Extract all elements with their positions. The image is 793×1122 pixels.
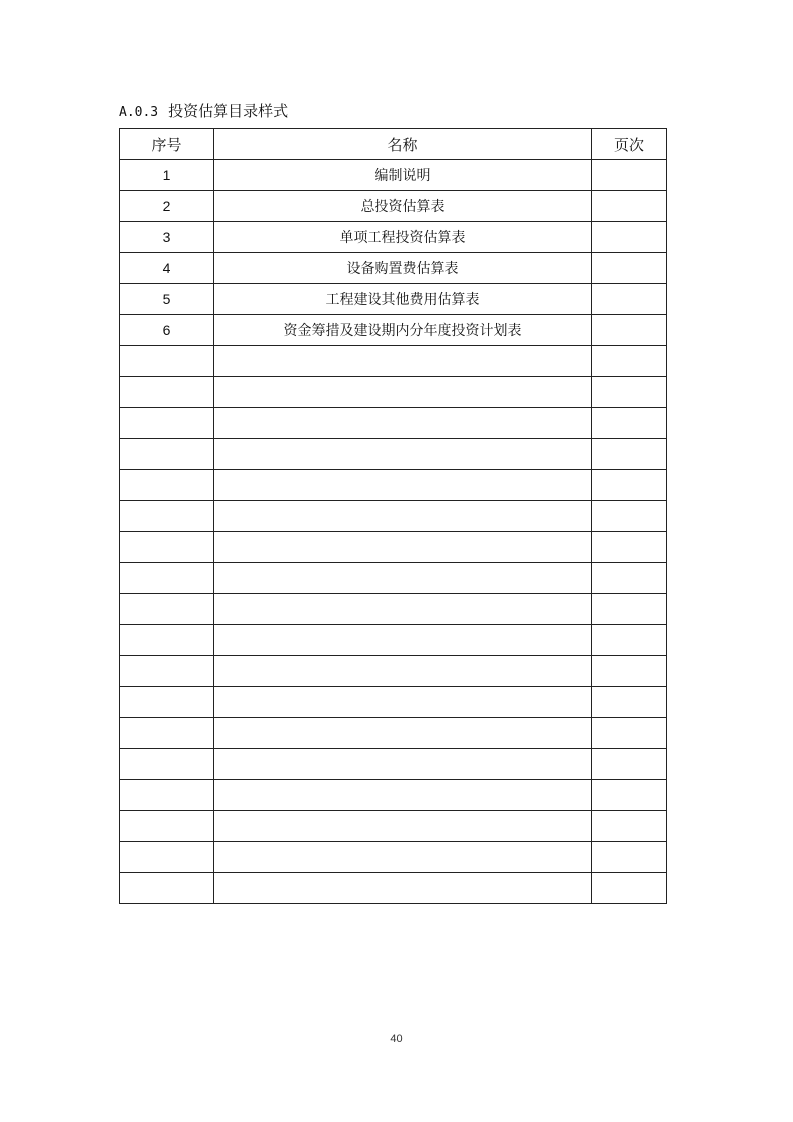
section-title-text: 投资估算目录样式 bbox=[168, 102, 289, 120]
cell-page bbox=[592, 749, 667, 780]
cell-page bbox=[592, 191, 667, 222]
cell-page bbox=[592, 501, 667, 532]
table-row bbox=[120, 842, 667, 873]
cell-seq bbox=[120, 594, 214, 625]
cell-seq bbox=[120, 532, 214, 563]
header-name: 名称 bbox=[214, 129, 592, 160]
cell-seq bbox=[120, 656, 214, 687]
cell-page bbox=[592, 656, 667, 687]
cell-seq: 5 bbox=[120, 284, 214, 315]
table-row bbox=[120, 811, 667, 842]
table-row bbox=[120, 439, 667, 470]
table-row bbox=[120, 501, 667, 532]
table-row bbox=[120, 625, 667, 656]
header-page: 页次 bbox=[592, 129, 667, 160]
cell-name bbox=[214, 470, 592, 501]
cell-seq bbox=[120, 408, 214, 439]
cell-page bbox=[592, 563, 667, 594]
cell-seq bbox=[120, 625, 214, 656]
table-row bbox=[120, 873, 667, 904]
cell-name bbox=[214, 749, 592, 780]
cell-page bbox=[592, 439, 667, 470]
cell-seq bbox=[120, 687, 214, 718]
table-row bbox=[120, 284, 667, 315]
cell-page bbox=[592, 253, 667, 284]
cell-name bbox=[214, 811, 592, 842]
cell-seq bbox=[120, 346, 214, 377]
cell-page bbox=[592, 625, 667, 656]
cell-seq bbox=[120, 563, 214, 594]
cell-page bbox=[592, 811, 667, 842]
cell-name bbox=[214, 408, 592, 439]
cell-name bbox=[214, 687, 592, 718]
cell-seq bbox=[120, 377, 214, 408]
cell-page bbox=[592, 532, 667, 563]
cell-page bbox=[592, 408, 667, 439]
cell-name: 总投资估算表 bbox=[214, 191, 592, 222]
cell-seq bbox=[120, 439, 214, 470]
cell-seq: 4 bbox=[120, 253, 214, 284]
table-row bbox=[120, 532, 667, 563]
cell-name: 编制说明 bbox=[214, 160, 592, 191]
table-row bbox=[120, 346, 667, 377]
cell-seq bbox=[120, 811, 214, 842]
cell-page bbox=[592, 160, 667, 191]
table-row bbox=[120, 377, 667, 408]
table-row bbox=[120, 408, 667, 439]
table-row bbox=[120, 749, 667, 780]
cell-page bbox=[592, 718, 667, 749]
cell-page bbox=[592, 284, 667, 315]
cell-seq bbox=[120, 873, 214, 904]
table-body bbox=[120, 160, 667, 904]
cell-name bbox=[214, 625, 592, 656]
cell-page bbox=[592, 687, 667, 718]
header-seq: 序号 bbox=[120, 129, 214, 160]
section-number: A.0.3 bbox=[119, 105, 159, 120]
cell-seq: 2 bbox=[120, 191, 214, 222]
table-row bbox=[120, 687, 667, 718]
cell-name bbox=[214, 842, 592, 873]
section-heading bbox=[119, 100, 288, 122]
cell-name bbox=[214, 780, 592, 811]
cell-name: 工程建设其他费用估算表 bbox=[214, 284, 592, 315]
cell-page bbox=[592, 594, 667, 625]
cell-seq bbox=[120, 470, 214, 501]
cell-name bbox=[214, 656, 592, 687]
cell-page bbox=[592, 470, 667, 501]
cell-name: 资金筹措及建设期内分年度投资计划表 bbox=[214, 315, 592, 346]
table-header-row bbox=[120, 129, 667, 160]
cell-seq: 6 bbox=[120, 315, 214, 346]
cell-name bbox=[214, 501, 592, 532]
cell-name bbox=[214, 594, 592, 625]
cell-name bbox=[214, 718, 592, 749]
cell-seq bbox=[120, 780, 214, 811]
cell-page bbox=[592, 780, 667, 811]
cell-page bbox=[592, 377, 667, 408]
table-row bbox=[120, 222, 667, 253]
cell-seq bbox=[120, 718, 214, 749]
cell-seq: 1 bbox=[120, 160, 214, 191]
cell-page bbox=[592, 873, 667, 904]
table-row bbox=[120, 253, 667, 284]
cell-name bbox=[214, 563, 592, 594]
table-row bbox=[120, 718, 667, 749]
cell-name bbox=[214, 377, 592, 408]
cell-name bbox=[214, 532, 592, 563]
table-row bbox=[120, 160, 667, 191]
cell-name bbox=[214, 439, 592, 470]
cell-page bbox=[592, 222, 667, 253]
cell-seq bbox=[120, 842, 214, 873]
table-row bbox=[120, 594, 667, 625]
table-row bbox=[120, 315, 667, 346]
table-row bbox=[120, 656, 667, 687]
table-row bbox=[120, 470, 667, 501]
cell-name: 单项工程投资估算表 bbox=[214, 222, 592, 253]
cell-name bbox=[214, 873, 592, 904]
table-row bbox=[120, 780, 667, 811]
table-row bbox=[120, 563, 667, 594]
table-row bbox=[120, 191, 667, 222]
cell-page bbox=[592, 315, 667, 346]
page-number: 40 bbox=[390, 1033, 403, 1045]
cell-page bbox=[592, 346, 667, 377]
investment-estimate-catalog-table bbox=[119, 128, 667, 904]
cell-name: 设备购置费估算表 bbox=[214, 253, 592, 284]
cell-seq bbox=[120, 501, 214, 532]
cell-page bbox=[592, 842, 667, 873]
cell-name bbox=[214, 346, 592, 377]
cell-seq: 3 bbox=[120, 222, 214, 253]
cell-seq bbox=[120, 749, 214, 780]
